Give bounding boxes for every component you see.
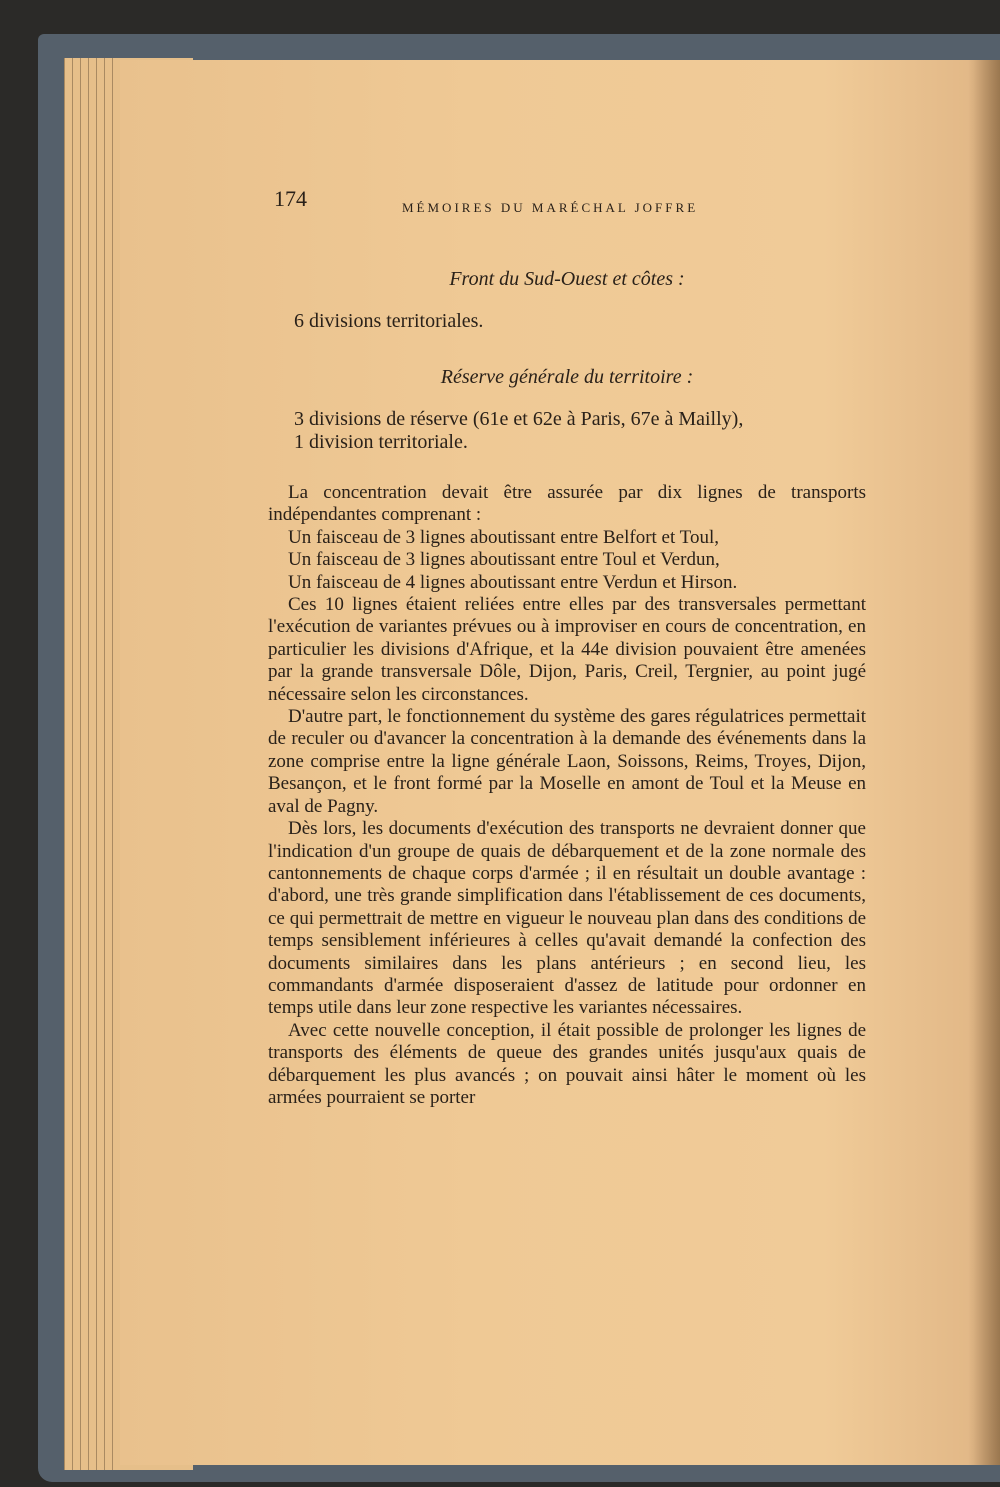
running-title: MÉMOIRES DU MARÉCHAL JOFFRE (402, 200, 699, 215)
section-line: 3 divisions de réserve (61e et 62e à Paris, 67e à Mailly), (294, 408, 744, 430)
page-number: 174 (274, 186, 307, 211)
page-gutter-shadow (968, 60, 1000, 1465)
paragraph: Avec cette nouvelle conception, il était possible de prolonger les lignes de transports des éléments de queue des grandes unités jusqu'aux quais de débarquement les plus avancés ; on pouvait ainsi hâter le moment où les armées pourraient se porter (268, 1019, 866, 1108)
list-item: Un faisceau de 3 lignes aboutissant entre Toul et Verdun, (288, 549, 720, 571)
section-heading-reserve-generale: Réserve générale du territoire : (440, 366, 694, 388)
body-text (268, 482, 866, 1109)
page-header (274, 186, 754, 226)
paragraph-intro: La concentration devait être assurée par dix lignes de transports indépendantes comprenant : (268, 482, 866, 526)
section-line: 6 divisions territoriales. (294, 310, 484, 332)
paragraph: Dès lors, les documents d'exécution des transports ne devraient donner que l'indication d'un groupe de quais de débarquement et de la zone normale des cantonnements de chaque corps d'armée ; il en résultait un double avantage : d'abord, une très grande simplification dans l'établissement de ces documents, ce qui permettrait de mettre en vigueur le nouveau plan dans des conditions de temps sensiblement inférieures à celles qu'avait demandé la confection des documents similaires dans les plans antérieurs ; en second lieu, les commandants d'armée disposeraient d'assez de latitude pour ordonner en temps utile dans leur zone respective les variantes nécessaires. (268, 818, 866, 1019)
section-heading-front-sud-ouest: Front du Sud-Ouest et côtes : (449, 268, 685, 290)
paragraph: Ces 10 lignes étaient reliées entre elles par des transversales permettant l'exécution de variantes prévues ou à improviser en cours de concentration, en particulier les divisions d'Afrique, et la 44e division pouvaient être amenées par la grande transversale Dôle, Dijon, Paris, Creil, Tergnier, au point jugé nécessaire selon les circonstances. (268, 594, 866, 705)
section-line: 1 division territoriale. (294, 431, 468, 453)
list-item: Un faisceau de 3 lignes aboutissant entre Belfort et Toul, (288, 526, 719, 548)
list-item: Un faisceau de 4 lignes aboutissant entre Verdun et Hirson. (288, 571, 738, 593)
paragraph: D'autre part, le fonctionnement du système des gares régulatrices permettait de reculer ou d'avancer la concentration à la demande des événements dans la zone comprise entre la ligne générale Laon, Soissons, Reims, Troyes, Dijon, Besançon, et le front formé par la Moselle en amont de Toul et la Meuse en aval de Pagny. (268, 706, 866, 817)
